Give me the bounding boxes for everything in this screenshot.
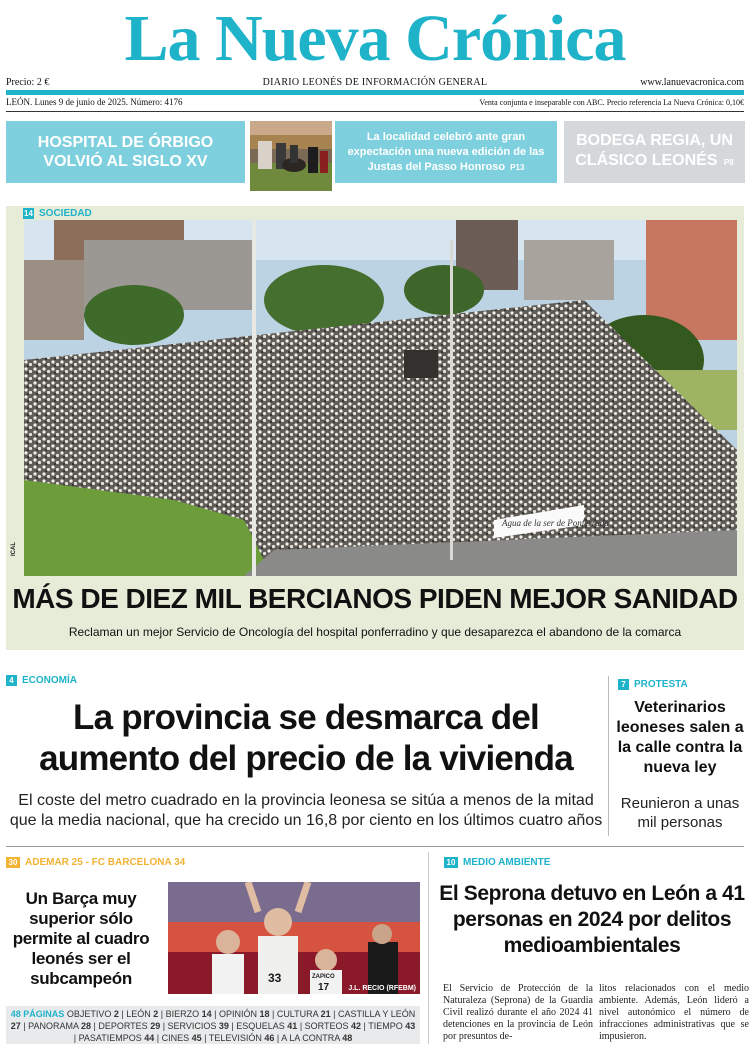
index-item[interactable]	[165, 1021, 229, 1031]
masthead	[0, 0, 750, 78]
protesta-section-number: 7	[618, 679, 629, 690]
lead-section-name: SOCIEDAD	[39, 208, 92, 219]
dateline-rule	[6, 111, 744, 112]
medio-ambiente-section-tag	[444, 857, 550, 868]
medio-ambiente-body-col1: El Servicio de Protección de la Naturaleza (Seprona) de la Guardia Civil realizó durante el año 2024 41 detenciones en la provincia de León por presuntos de-	[443, 983, 593, 1042]
deportes-headline[interactable]: Un Barça muy superior sólo permite al cuadro leonés ser el subcampeón	[12, 889, 150, 988]
index-separator: |	[228, 1021, 234, 1031]
teaser-justas-text: La localidad celebró ante gran expectación una nueva edición de las Justas del Passo Honroso	[347, 130, 545, 173]
jersey-number-1: 33	[268, 971, 282, 985]
protesta-headline[interactable]: Veterinarios leoneses salen a la calle contra la nueva ley	[616, 699, 744, 776]
masthead-rule	[6, 90, 744, 95]
index-separator: |	[118, 1009, 124, 1019]
deportes-section-name: ADEMAR 25 - FC BARCELONA 34	[25, 857, 186, 868]
index-item-name: OBJETIVO	[66, 1009, 114, 1019]
economia-section-name: ECONOMÍA	[22, 675, 77, 686]
deportes-photo[interactable]	[168, 882, 420, 994]
lead-photo-crowd[interactable]	[24, 220, 737, 576]
index-item-name: BIERZO	[163, 1009, 202, 1019]
index-item[interactable]	[366, 1021, 415, 1031]
index-item-page: 2	[153, 1009, 159, 1019]
protesta-section-tag	[618, 679, 688, 690]
index-item[interactable]	[26, 1021, 91, 1031]
index-item[interactable]	[124, 1009, 159, 1019]
index-separator: |	[73, 1033, 77, 1043]
index-separator: |	[274, 1033, 280, 1043]
index-separator: |	[20, 1021, 26, 1031]
index-item[interactable]	[159, 1033, 202, 1043]
lead-subhead: Reclaman un mejor Servicio de Oncología del hospital ponferradino y que desaparezca el abandono de la comarca	[68, 625, 682, 639]
deportes-photo-credit: J.L. RECIO (RFEBM)	[348, 985, 416, 992]
sale-note: Venta conjunta e inseparable con ABC. Precio referencia La Nueva Crónica: 0,10€	[479, 98, 744, 107]
index-item-name: SORTEOS	[302, 1021, 352, 1031]
index-separator: |	[201, 1033, 207, 1043]
index-item-name: SERVICIOS	[165, 1021, 219, 1031]
medio-ambiente-section-name: MEDIO AMBIENTE	[463, 857, 551, 868]
economia-subhead: El coste del metro cuadrado en la provincia leonesa se sitúa a menos de la mitad que la media nacional, que ha crecido un 16,8 por ciento en los últimos cuatro años	[9, 792, 603, 829]
teaser-jousting-photo[interactable]	[250, 121, 332, 191]
price: Precio: 2 €	[6, 77, 50, 88]
index-item-name: DEPORTES	[95, 1021, 151, 1031]
index-separator: |	[361, 1021, 366, 1031]
index-item-page: 46	[264, 1033, 275, 1043]
index-item-page: 41	[287, 1021, 298, 1031]
lead-photo-credit: ICAL	[11, 542, 17, 556]
website-link[interactable]: www.lanuevacronica.com	[640, 77, 744, 88]
index-item-name: CINES	[159, 1033, 192, 1043]
jersey-name-2: ZAPICO	[312, 974, 335, 980]
crowd-march-image	[24, 220, 737, 576]
teaser-bodega-wrap	[568, 131, 741, 173]
index-item-name: CULTURA	[274, 1009, 321, 1019]
index-item-page: 43	[405, 1021, 416, 1031]
index-item-name: OPINIÓN	[216, 1009, 260, 1019]
teaser-justas-passo-honroso[interactable]	[335, 121, 557, 183]
index-item-page: 14	[201, 1009, 212, 1019]
deportes-section-tag	[6, 857, 185, 868]
masthead-info-bar	[6, 76, 744, 90]
index-item-page: 28	[80, 1021, 91, 1031]
jersey-number-2: 17	[318, 982, 330, 993]
index-item[interactable]	[234, 1021, 298, 1031]
index-separator: |	[154, 1033, 160, 1043]
protesta-subhead: Reunieron a unas mil personas	[620, 795, 740, 831]
lead-section-tag	[23, 208, 92, 219]
index-separator: |	[90, 1021, 96, 1031]
deportes-section-number: 30	[6, 857, 20, 868]
index-item[interactable]	[274, 1009, 330, 1019]
index-separator: |	[269, 1009, 275, 1019]
teaser-justas-page: P13	[510, 162, 525, 172]
medio-ambiente-headline[interactable]: El Seprona detuvo en León a 41 personas en 2024 por delitos medioambientales	[439, 882, 745, 957]
teaser-hospital-orbigo-text: HOSPITAL DE ÓRBIGO VOLVIÓ AL SIGLO XV	[37, 134, 214, 170]
index-items	[11, 1009, 415, 1043]
index-item-page: 27	[10, 1021, 21, 1031]
index-item-name: ESQUELAS	[233, 1021, 288, 1031]
medio-ambiente-section-number: 10	[444, 857, 458, 868]
index-separator: |	[160, 1021, 166, 1031]
index-item-page: 45	[191, 1033, 202, 1043]
column-divider-2	[428, 852, 429, 1044]
index-item[interactable]	[279, 1033, 352, 1043]
medio-ambiente-body-col2: litos relacionados con el medio ambiente. Además, León lideró a nivel autonómico el número de infracciones administrativas que se impusieron.	[599, 983, 749, 1042]
economia-headline[interactable]: La provincia se desmarca del aumento del precio de la vivienda	[39, 698, 573, 778]
index-item-name: PANORAMA	[25, 1021, 81, 1031]
index-item[interactable]	[67, 1009, 119, 1019]
teaser-bodega-regia[interactable]	[564, 121, 745, 183]
dateline: LEÓN. Lunes 9 de junio de 2025. Número: 4176	[6, 97, 183, 107]
teaser-hospital-orbigo[interactable]	[6, 121, 245, 183]
column-divider	[608, 676, 609, 836]
index-item-name: CASTILLA Y LEÓN	[335, 1009, 416, 1019]
index-item-name: PASATIEMPOS	[76, 1033, 145, 1043]
handball-players-image	[168, 882, 420, 994]
index-item-name: TELEVISIÓN	[206, 1033, 265, 1043]
index-item-page: 18	[259, 1009, 270, 1019]
index-item-page: 48	[342, 1033, 353, 1043]
index-separator: |	[297, 1021, 303, 1031]
index-item[interactable]	[73, 1033, 155, 1043]
index-pages: 48 PÁGINAS	[10, 1009, 65, 1019]
newspaper-title: La Nueva Crónica	[124, 2, 626, 75]
lead-section-number: 14	[24, 209, 33, 218]
index-item-page: 29	[150, 1021, 161, 1031]
protesta-section-name: PROTESTA	[634, 679, 688, 690]
tagline: DIARIO LEONÉS DE INFORMACIÓN GENERAL	[262, 77, 488, 88]
index-item[interactable]	[302, 1021, 361, 1031]
index-item[interactable]	[207, 1033, 275, 1043]
index-item-page: 2	[113, 1009, 119, 1019]
index-separator: |	[211, 1009, 217, 1019]
index-item-name: TIEMPO	[365, 1021, 406, 1031]
index-item-name: A LA CONTRA	[279, 1033, 343, 1043]
teaser-justas-wrap	[341, 130, 551, 175]
teaser-bodega-page: P8	[723, 158, 734, 167]
index-item[interactable]	[163, 1009, 212, 1019]
index-item[interactable]	[96, 1021, 160, 1031]
index-separator: |	[158, 1009, 164, 1019]
jousting-image	[250, 121, 332, 191]
index-item-page: 44	[144, 1033, 155, 1043]
index-item-page: 39	[218, 1021, 229, 1031]
index-item-page: 42	[351, 1021, 362, 1031]
index-item-page: 21	[320, 1009, 331, 1019]
dateline-bar	[6, 97, 744, 111]
index-item[interactable]	[216, 1009, 269, 1019]
economia-section-number: 4	[6, 675, 17, 686]
economia-section-tag	[6, 675, 77, 686]
index-separator: |	[330, 1009, 336, 1019]
index-item-name: LEÓN	[123, 1009, 154, 1019]
teaser-bodega-text: BODEGA REGIA, UN CLÁSICO LEONÉS	[575, 132, 733, 169]
page-index	[6, 1006, 420, 1044]
lead-headline[interactable]: MÁS DE DIEZ MIL BERCIANOS PIDEN MEJOR SANIDAD	[12, 583, 738, 614]
protest-banner-text: Agua de la ser de Ponferrada	[502, 518, 609, 528]
lower-divider	[6, 846, 744, 847]
